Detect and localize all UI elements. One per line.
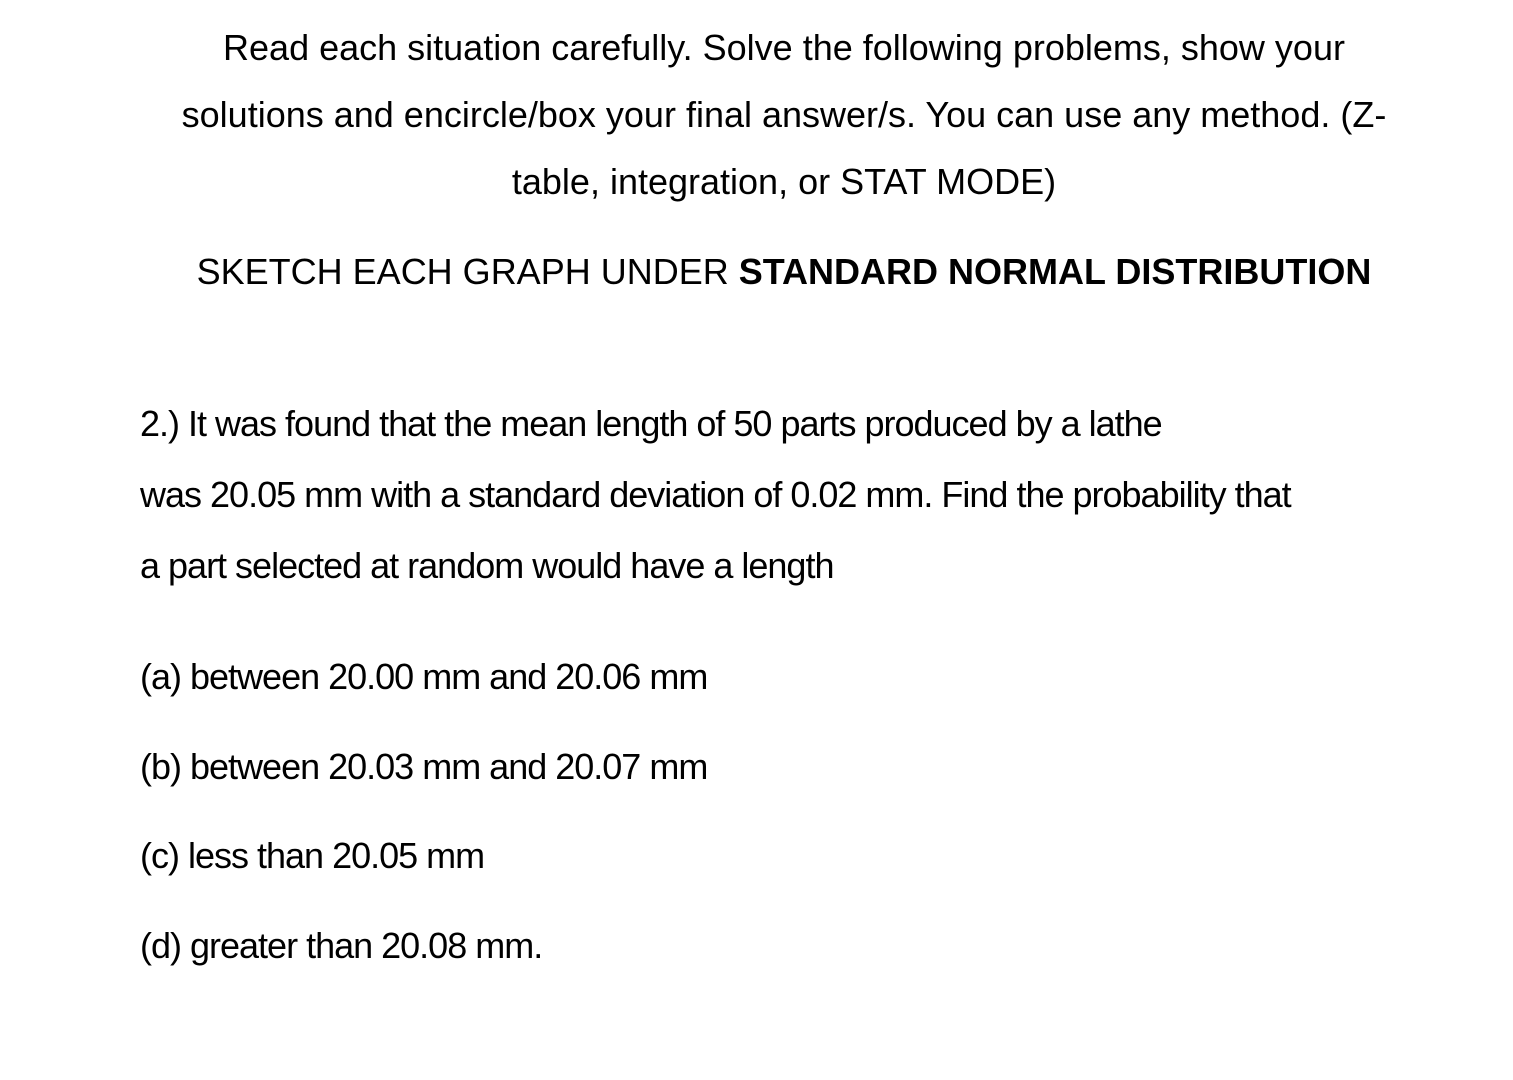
answer-options-list: [140, 640, 1440, 998]
problem-line-1: 2.) It was found that the mean length of 50 parts produced by a lathe: [140, 403, 1162, 444]
sketch-heading-emphasis: STANDARD NORMAL DISTRIBUTION: [738, 251, 1372, 292]
problem-line-3: a part selected at random would have a length: [140, 545, 834, 586]
sketch-heading: [110, 238, 1458, 305]
problem-line-2: was 20.05 mm with a standard deviation of 0.02 mm. Find the probability that: [140, 474, 1291, 515]
option-a: (a) between 20.00 mm and 20.06 mm: [140, 656, 708, 697]
option-d: (d) greater than 20.08 mm.: [140, 924, 543, 966]
option-b: (b) between 20.03 mm and 20.07 mm: [140, 745, 708, 787]
problem-statement: [140, 388, 1440, 601]
instructions-line-3: table, integration, or STAT MODE): [511, 161, 1057, 202]
sketch-heading-prefix: SKETCH EACH GRAPH UNDER: [196, 251, 739, 292]
instructions-line-1: Read each situation carefully. Solve the following problems, show your: [223, 27, 1345, 68]
instructions-line-2: solutions and encircle/box your final answer/s. You can use any method. (Z-: [181, 94, 1387, 135]
instructions-paragraph: [110, 14, 1458, 215]
option-c: (c) less than 20.05 mm: [140, 835, 485, 876]
